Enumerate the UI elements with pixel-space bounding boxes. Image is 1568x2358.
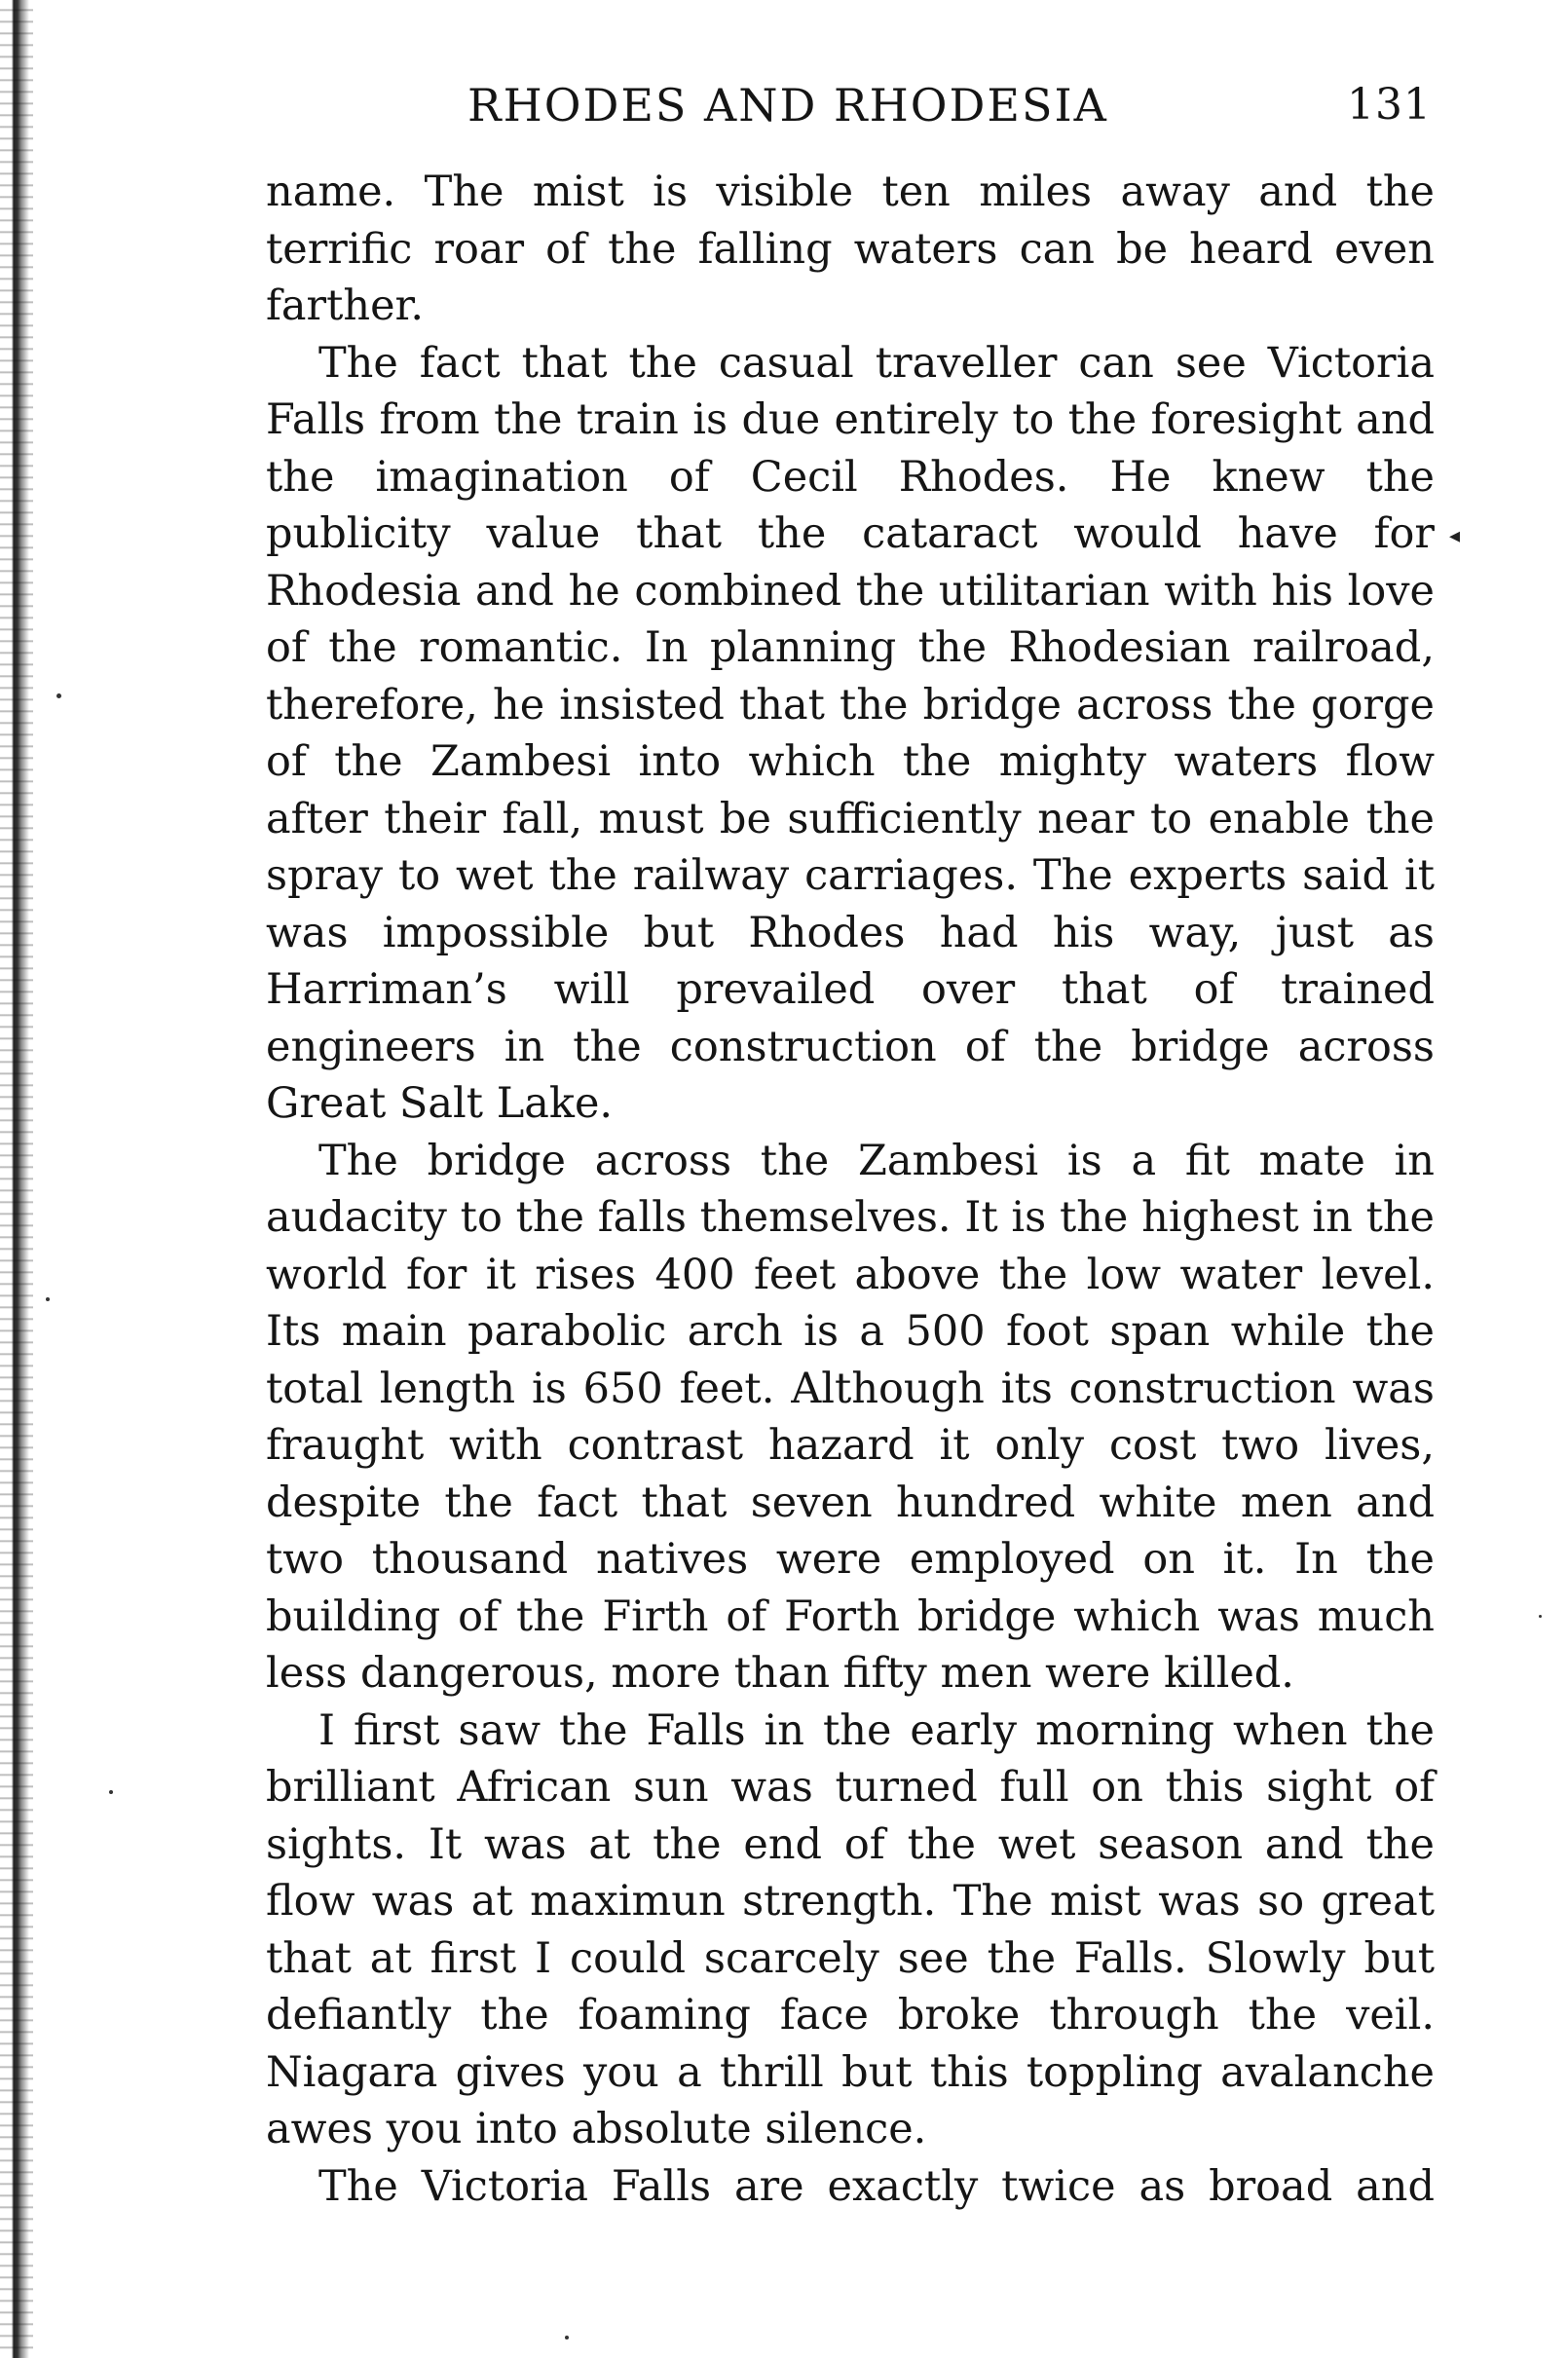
scan-speck: [46, 1297, 50, 1301]
scan-speck: [565, 2336, 569, 2339]
running-title: RHODES AND RHODESIA: [467, 79, 1108, 131]
scan-speck: [109, 1790, 113, 1794]
paragraph: name. The mist is visible ten miles away and the terrific roar of the falling waters can be heard even farther.: [266, 168, 1435, 330]
scanned-binding-edge: [0, 0, 33, 2358]
margin-mark: ◂: [1449, 524, 1461, 548]
paragraph: The fact that the casual traveller can see Victoria Falls from the train is due entirely to the foresight and the imagination of Cecil Rhodes. He knew the publicity value that the cataract would have for Rhodesia and he combined the utilitarian with his love of the romantic. In planning the Rhodesian railroad, therefore, he insisted that the bridge across the gorge of the Zambesi into which the mighty waters flow after their fall, must be sufficiently near to enable the spray to wet the railway carriages. The experts said it was impossible but Rhodes had his way, just as Harriman’s will prevailed over that of trained engineers in the construction of the bridge across Great Salt Lake.: [266, 338, 1435, 1128]
page-number: 131: [1347, 80, 1432, 130]
scan-speck: [56, 693, 61, 698]
scan-speck: [1539, 1615, 1542, 1618]
paragraph: The Victoria Falls are exactly twice as broad and: [318, 2161, 1435, 2211]
paragraph: I first saw the Falls in the early morning when the brilliant African sun was turned full on this sight of sights. It was at the end of the wet season and the flow was at maximun strength. The mist was so great that at first I could scarcely see the Falls. Slowly but defiantly the foaming face broke through the veil. Niagara gives you a thrill but this toppling avalanche awes you into absolute silence.: [266, 1705, 1435, 2153]
body-text: [266, 164, 1435, 2215]
page-header: [467, 76, 1432, 134]
paragraph: The bridge across the Zambesi is a fit mate in audacity to the falls themselves. It is the highest in the world for it rises 400 feet above the low water level. Its main parabolic arch is a 500 foot span while the total length is 650 feet. Although its construction was fraught with contrast hazard it only cost two lives, despite the fact that seven hundred white men and two thousand natives were employed on it. In the building of the Firth of Forth bridge which was much less dangerous, more than fifty men were killed.: [266, 1136, 1435, 1698]
